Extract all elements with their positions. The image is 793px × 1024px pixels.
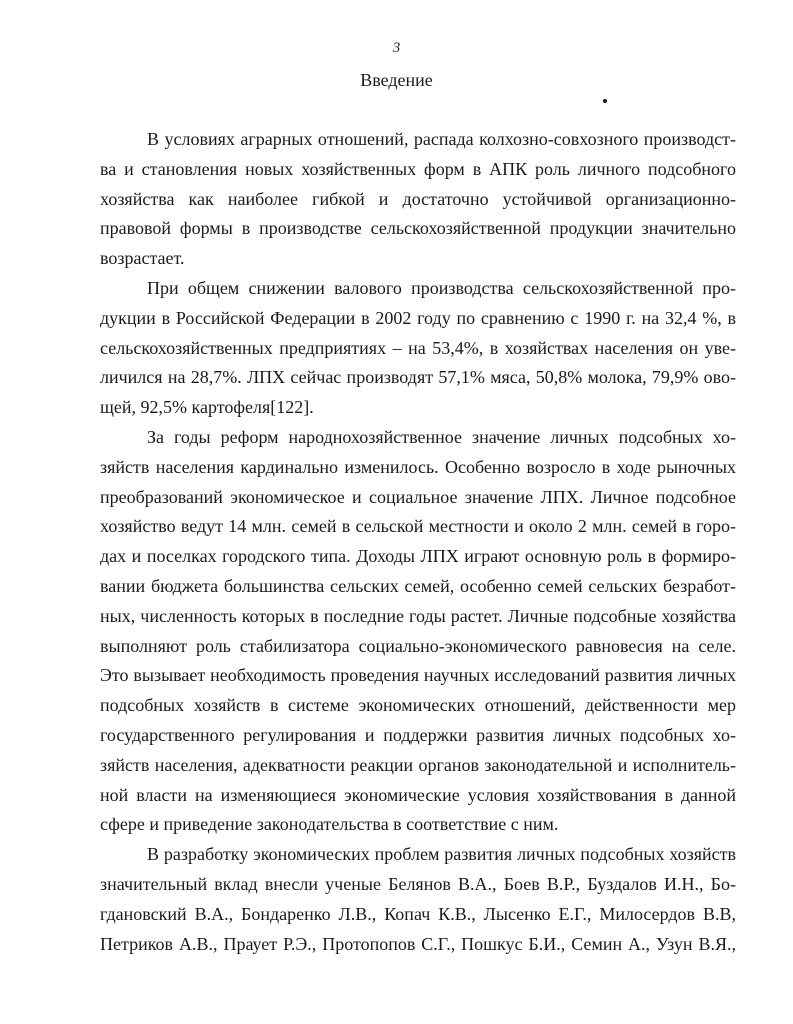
text-line: ва и становления новых хозяйственных форм в АПК роль личного подсобного [100, 158, 736, 179]
page-number: 3 [392, 40, 401, 56]
text-line: вании бюджета большинства сельских семей, особенно семей сельских безработ- [100, 575, 736, 596]
text-line: ных, численность которых в последние годы растет. Личные подсобные хозяйства [100, 605, 736, 626]
paragraph [100, 840, 736, 959]
body-text [100, 125, 736, 959]
text-line: В разработку экономических проблем развития личных подсобных хозяйств [147, 844, 736, 865]
text-line: правовой формы в производстве сельскохозяйственной продукции значительно [100, 218, 736, 239]
paragraph [100, 125, 736, 274]
text-line: При общем снижении валового производства сельскохозяйственной про- [147, 277, 736, 298]
text-line: В условиях аграрных отношений, распада колхозно-совхозного производст- [147, 129, 736, 149]
section-heading: Введение [360, 70, 433, 90]
text-line: Это вызывает необходимость проведения научных исследований развития личных [100, 665, 736, 686]
text-line: дах и поселках городского типа. Доходы ЛПХ играют основную роль в формиро- [100, 546, 736, 567]
text-line: личился на 28,7%. ЛПХ сейчас производят 57,1% мяса, 50,8% молока, 79,9% ово- [100, 367, 736, 388]
text-line: хозяйства как наиболее гибкой и достаточно устойчивой организационно- [100, 188, 736, 209]
text-line: хозяйство ведут 14 млн. семей в сельской местности и около 2 млн. семей в горо- [100, 516, 736, 537]
text-line: возрастает. [100, 248, 185, 269]
paragraph [100, 274, 736, 423]
text-line: государственного регулирования и поддержки развития личных подсобных хо- [100, 724, 736, 745]
text-line: выполняют роль стабилизатора социально-экономического равновесия на селе. [100, 635, 736, 656]
text-line: сфере и приведение законодательства в соответствие с ним. [100, 814, 559, 835]
text-line: ной власти на изменяющиеся экономические условия хозяйствования в данной [100, 784, 736, 805]
text-line: подсобных хозяйств в системе экономических отношений, действенности мер [100, 695, 736, 716]
paragraph [100, 423, 736, 840]
scan-speck [603, 99, 607, 103]
text-line: преобразований экономическое и социальное значение ЛПХ. Личное подсобное [100, 486, 736, 507]
text-line: сельскохозяйственных предприятиях – на 53,4%, в хозяйствах населения он уве- [100, 337, 736, 358]
text-line: Петриков А.В., Праует Р.Э., Протопопов С.Г., Пошкус Б.И., Семин А., Узун В.Я., [100, 933, 736, 954]
text-line: зяйств населения, адекватности реакции органов законодательной и исполнитель- [100, 754, 736, 775]
text-line: дукции в Российской Федерации в 2002 году по сравнению с 1990 г. на 32,4 %, в [100, 307, 736, 328]
text-line: щей, 92,5% картофеля[122]. [100, 397, 314, 418]
text-line: зяйств населения кардинально изменилось. Особенно возросло в ходе рыночных [100, 456, 736, 477]
text-line: значительный вклад внесли ученые Белянов В.А., Боев В.Р., Буздалов И.Н., Бо- [100, 873, 736, 894]
text-line: За годы реформ народнохозяйственное значение личных подсобных хо- [147, 426, 736, 447]
text-line: гдановский В.А., Бондаренко Л.В., Копач К.В., Лысенко Е.Г., Милосердов В.В, [100, 903, 736, 924]
